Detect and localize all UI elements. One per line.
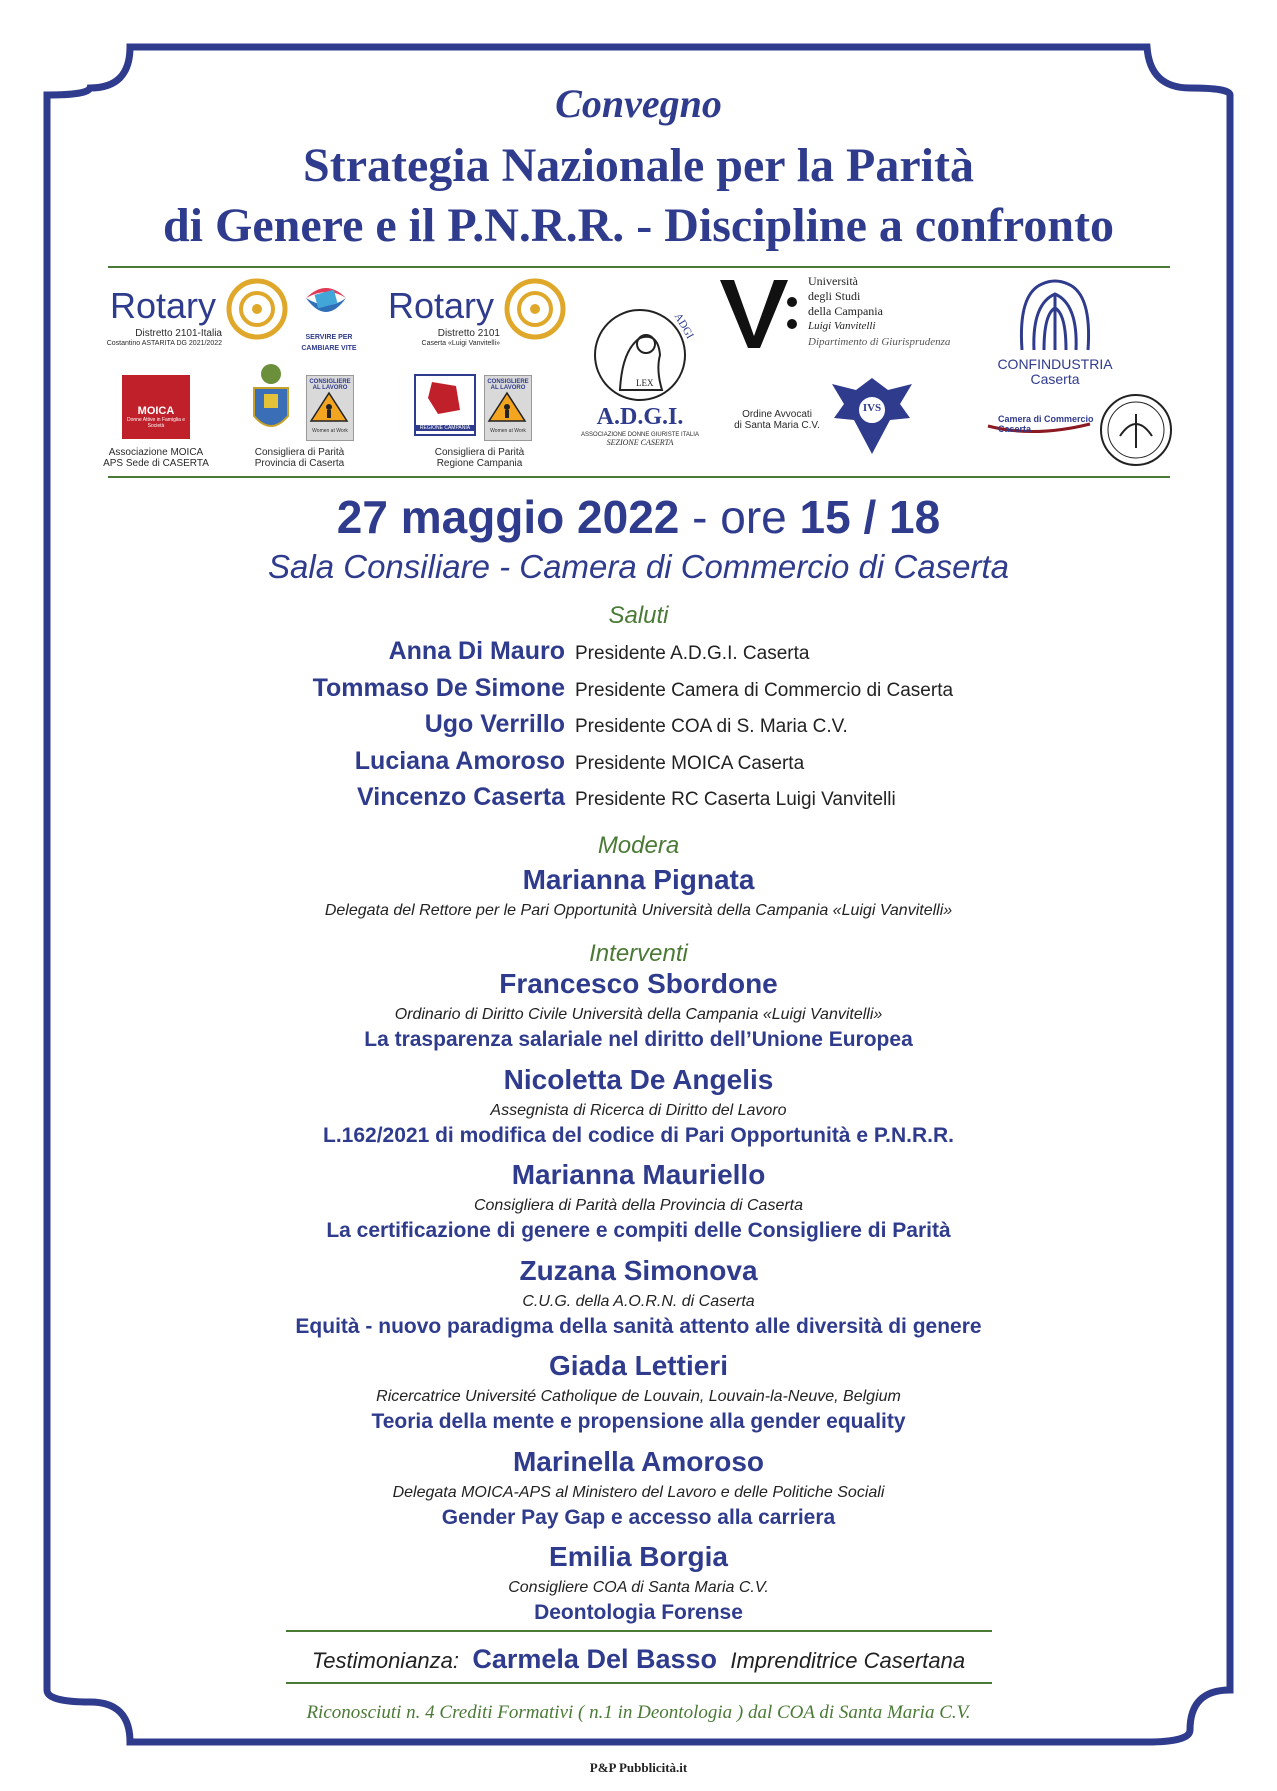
warning-sign-icon xyxy=(307,391,351,423)
saluti-row xyxy=(0,710,1277,746)
saluti-role: Presidente MOICA Caserta xyxy=(575,752,805,774)
consigliere-badge-provincia-line2: AL LAVORO xyxy=(312,385,348,391)
saluti-role: Presidente RC Caserta Luigi Vanvitelli xyxy=(575,789,896,810)
testimonianza-role: Imprenditrice Casertana xyxy=(730,1648,966,1673)
speaker-role: Consigliere COA di Santa Maria C.V. xyxy=(508,1579,769,1596)
saluti-name: Anna Di Mauro xyxy=(388,637,565,665)
speaker-name: Nicoletta De Angelis xyxy=(503,1063,774,1095)
speaker-role: Ricercatrice Université Catholique de Louvain, Louvain-la-Neuve, Belgium xyxy=(376,1388,901,1405)
speaker-role: Ordinario di Diritto Civile Università della Campania «Luigi Vanvitelli» xyxy=(394,1006,883,1023)
event-date: 27 maggio 2022 xyxy=(336,491,680,543)
cons-prov-caption-2: Provincia di Caserta xyxy=(254,458,345,469)
ordine-line-2: di Santa Maria C.V. xyxy=(734,420,820,431)
confindustria-line-1: CONFINDUSTRIA xyxy=(997,356,1113,372)
ordine-line-1: Ordine Avvocati xyxy=(742,409,812,420)
univ-line-4: Luigi Vanvitelli xyxy=(808,320,876,332)
servire-logo-icon xyxy=(298,278,354,328)
rotary-wheel-icon xyxy=(226,278,288,340)
consigliere-badge-regione-women: Women at Work xyxy=(490,428,526,434)
saluti-role: Presidente COA di S. Maria C.V. xyxy=(575,716,848,737)
testimonianza-label: Testimonianza: xyxy=(311,1648,460,1673)
event-time: 15 / 18 xyxy=(799,491,941,543)
consigliere-badge-provincia-women: Women at Work xyxy=(312,428,348,434)
confindustria-line-2: Caserta xyxy=(1030,371,1080,387)
camera-seal-icon xyxy=(1098,392,1174,468)
saluti-name: Ugo Verrillo xyxy=(424,710,565,738)
consigliere-badge-regione-line1: CONSIGLIERE xyxy=(487,379,529,385)
speaker-role: C.U.G. della A.O.R.N. di Caserta xyxy=(522,1292,755,1310)
moica-caption-1: Associazione MOICA xyxy=(108,447,204,458)
divider-logos xyxy=(108,476,1170,478)
title-line-2: di Genere e il P.N.R.R. - Discipline a confronto xyxy=(162,199,1115,252)
saluti-role: Presidente Camera di Commercio di Caserta xyxy=(575,679,954,701)
adgi-sub1: ASSOCIAZIONE DONNE GIURISTE ITALIA xyxy=(581,432,699,438)
speaker-name: Emilia Borgia xyxy=(549,1541,728,1572)
interventi-heading: Interventi xyxy=(589,940,688,967)
divider-top xyxy=(108,266,1170,268)
servire-caption: SERVIRE PER CAMBIARE VITE xyxy=(301,334,357,352)
adgi-sub2: SEZIONE CASERTA xyxy=(606,438,674,447)
university-name xyxy=(808,274,883,334)
rotary-logo-1-sub2: Costantino ASTARITA DG 2021/2022 xyxy=(106,340,222,347)
adgi-name: A.D.G.I. xyxy=(596,404,684,430)
saluti-name: Vincenzo Caserta xyxy=(357,783,565,811)
divider-testimonianza-bottom xyxy=(286,1682,992,1684)
speaker-topic: Gender Pay Gap e accesso alla carriera xyxy=(441,1505,836,1529)
moica-logo-text: MOICA xyxy=(137,405,175,417)
consigliere-badge-regione-line2: AL LAVORO xyxy=(490,385,526,391)
credits-note: Riconosciuti n. 4 Crediti Formativi ( n.1 in Deontologia ) dal COA di Santa Maria C.V. xyxy=(306,1702,971,1723)
ordine-eagle-emblem-icon xyxy=(826,370,918,462)
convegno-label: Convegno xyxy=(555,81,722,126)
speaker-name: Zuzana Simonova xyxy=(519,1254,758,1286)
regione-label: REGIONE CAMPANIA xyxy=(416,425,474,431)
consigliere-badge-regione xyxy=(484,375,532,441)
speaker-topic: La certificazione di genere e compiti delle Consigliere di Parità xyxy=(326,1219,951,1242)
speaker-topic: Deontologia Forense xyxy=(534,1601,743,1624)
rotary-logo-1-sub1: Distretto 2101-Italia xyxy=(135,328,222,339)
moderator-role: Delegata del Rettore per le Pari Opportunità Università della Campania «Luigi Vanvitelli» xyxy=(324,902,953,919)
speaker-topic: Equità - nuovo paradigma della sanità attento alle diversità di genere xyxy=(295,1314,982,1338)
univ-line-3: della Campania xyxy=(808,304,883,318)
saluti-name: Tommaso De Simone xyxy=(312,673,565,702)
provincia-coat-of-arms-icon xyxy=(248,360,294,440)
ordine-ivs-text: IVS xyxy=(862,402,882,414)
speaker-name: Marianna Mauriello xyxy=(511,1159,766,1190)
adgi-lex-text: LEX xyxy=(636,378,654,388)
saluti-row xyxy=(0,637,1277,673)
camera-line-2: Caserta xyxy=(998,424,1032,434)
rotary-logo-2-word: Rotary xyxy=(388,285,495,326)
univ-line-1: Università xyxy=(808,274,858,288)
saluti-row xyxy=(0,747,1277,783)
univ-line-2: degli Studi xyxy=(808,289,861,303)
adgi-arc-text: ADGI xyxy=(671,311,696,341)
printer-credit: P&P Pubblicità.it xyxy=(589,1760,688,1775)
speaker-name: Francesco Sbordone xyxy=(499,968,778,999)
speaker-role: Assegnista di Ricerca di Diritto del Lavoro xyxy=(490,1101,787,1119)
rotary-logo-2-sub2: Caserta «Luigi Vanvitelli» xyxy=(421,340,500,347)
regione-campania-logo xyxy=(414,374,476,436)
moica-caption-2: APS Sede di CASERTA xyxy=(103,458,209,469)
saluti-heading: Saluti xyxy=(608,602,669,629)
speaker-role: Delegata MOICA-APS al Ministero del Lavoro e delle Politiche Sociali xyxy=(392,1483,885,1501)
speaker-topic: Teoria della mente e propensione alla gender equality xyxy=(371,1410,906,1433)
moderator-name: Marianna Pignata xyxy=(522,864,755,895)
rotary-wheel-icon xyxy=(504,278,566,340)
speaker-topic: La trasparenza salariale nel diritto dell’Unione Europea xyxy=(364,1028,913,1051)
cons-reg-caption-2: Regione Campania xyxy=(436,458,523,469)
saluti-name: Luciana Amoroso xyxy=(354,746,565,775)
moica-logo-tag: Donne Attive in Famiglia e Società xyxy=(126,417,186,429)
moica-logo xyxy=(122,375,190,439)
consigliere-badge-provincia xyxy=(306,375,354,441)
rotary-logo-2-sub1: Distretto 2101 xyxy=(437,328,500,339)
cons-reg-caption-1: Consigliera di Parità xyxy=(434,447,525,458)
speaker-topic: L.162/2021 di modifica del codice di Pari Opportunità e P.N.R.R. xyxy=(323,1123,954,1147)
consigliere-badge-provincia-line1: CONSIGLIERE xyxy=(309,379,351,385)
divider-testimonianza-top xyxy=(286,1630,992,1632)
speaker-name: Giada Lettieri xyxy=(549,1350,728,1381)
cons-prov-caption-1: Consigliera di Parità xyxy=(254,447,345,458)
saluti-row xyxy=(0,783,1277,819)
univ-dept: Dipartimento di Giurisprudenza xyxy=(808,336,951,348)
title-line-1: Strategia Nazionale per la Parità xyxy=(303,139,974,192)
camera-line-1: Camera di Commercio xyxy=(998,414,1094,424)
camera-name xyxy=(998,414,1094,434)
modera-heading: Modera xyxy=(597,832,680,859)
saluti-row xyxy=(0,674,1277,710)
speaker-role: Consigliera di Parità della Provincia di Caserta xyxy=(473,1197,804,1214)
vanvitelli-v-logo-icon xyxy=(718,278,800,350)
regione-map-icon xyxy=(416,376,474,420)
event-date-line xyxy=(0,490,1277,544)
warning-sign-icon xyxy=(485,391,529,423)
rotary-logo-1-word: Rotary xyxy=(110,285,217,326)
testimonianza-name: Carmela Del Basso xyxy=(472,1644,717,1674)
confindustria-emblem-icon xyxy=(1012,274,1098,354)
speaker-name: Marinella Amoroso xyxy=(512,1445,764,1477)
event-venue: Sala Consiliare - Camera di Commercio di Caserta xyxy=(268,548,1009,585)
testimonianza-line xyxy=(0,1644,1277,1675)
event-separator: - ore xyxy=(692,491,787,543)
saluti-role: Presidente A.D.G.I. Caserta xyxy=(575,643,810,664)
